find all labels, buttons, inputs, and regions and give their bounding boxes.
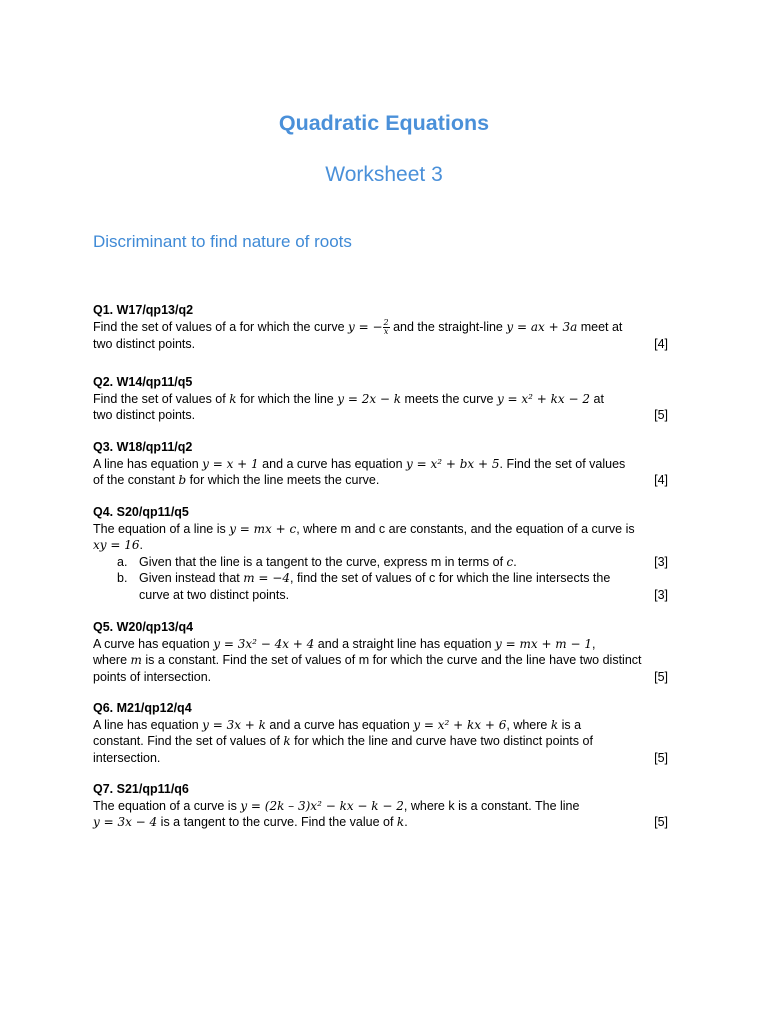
question-text-line: A line has equation y = 3x + k and a curve has equation y = x² + kx + 6, where k is a [93,717,582,732]
question-4 [93,504,668,603]
question-id: Q3. W18/qp11/q2 [93,440,193,454]
question-text-line: Given instead that m = −4, find the set of values of c for which the line intersects the [139,571,611,585]
question-id: Q5. W20/qp13/q4 [93,620,194,634]
question-1 [93,302,668,352]
question-text-line: y = 3x − 4 is a tangent to the curve. Find the value of k. [5] [93,815,668,829]
marks-label: [3] [654,554,668,569]
question-part-b [93,570,668,603]
math-expression: y = mx + m − 1 [495,636,593,651]
question-text-line: points of intersection. [5] [93,669,668,684]
worksheet-title: Quadratic Equations [278,111,490,135]
question-id: Q6. M21/qp12/q4 [93,701,192,715]
math-expression: y = − [348,319,383,334]
question-2 [93,374,668,424]
part-label: a. [117,554,128,569]
math-expression: m = −4 [243,571,290,585]
question-6 [93,700,668,766]
question-3 [93,439,668,489]
question-text-line: curve at two distinct points. [3] [139,587,668,602]
math-expression: y = x² + kx − 2 [496,391,591,406]
question-part-a [93,554,668,571]
question-text-line: The equation of a line is y = mx + c, where m and c are constants, and the equation of a curve is [93,521,635,536]
question-text-line: A line has equation y = x + 1 and a curve has equation y = x² + bx + 5. Find the set of values [93,456,626,471]
question-id: Q7. S21/qp11/q6 [93,782,189,796]
question-text-line: where m is a constant. Find the set of values of m for which the curve and the line have two distinct [93,653,642,667]
math-expression: y = mx + c [229,521,297,536]
math-expression: y = 3x² − 4x + 4 [213,636,315,651]
question-text-line: Given that the line is a tangent to the curve, express m in terms of c. [3] [139,554,668,569]
math-expression: y = x² + kx + 6 [413,717,507,732]
question-text-line: intersection. [5] [93,750,668,765]
math-expression: k [550,717,559,732]
math-expression: y = (2k – 3)x² − kx − k − 2 [240,798,404,813]
marks-label: [5] [654,408,668,422]
math-expression: y = 2x − k [337,391,402,406]
question-text-line: constant. Find the set of values of k for which the line and curve have two distinct points of [93,734,593,748]
math-expression: k [283,734,291,748]
math-expression: k [229,391,237,406]
question-text-line: Find the set of values of k for which the line y = 2x − k meets the curve y = x² + kx − 2 at [93,391,604,406]
fraction: $\frac{2}{x}$ [383,317,389,336]
math-expression: c [506,554,514,569]
question-text-line: two distinct points. [4] [93,336,668,351]
marks-label: [5] [654,815,668,829]
marks-label: [5] [654,669,668,684]
worksheet-subtitle: Worksheet 3 [325,163,443,186]
marks-label: [4] [654,473,668,487]
question-5 [93,619,668,685]
question-text-line: two distinct points. [5] [93,408,668,422]
math-expression: y = x² + bx + 5 [406,456,500,471]
math-expression: y = 3x − 4 [93,815,158,829]
question-text-line: A curve has equation y = 3x² − 4x + 4 and a straight line has equation y = mx + m − 1, [93,636,596,651]
question-id: Q1. W17/qp13/q2 [93,303,194,317]
question-7 [93,781,668,831]
math-expression: xy = 16 [93,538,140,552]
question-text-line: The equation of a curve is y = (2k – 3)x² − kx − k − 2, where k is a constant. The line [93,798,580,813]
question-text-line: Find the set of values of a for which the curve y = − $\frac{2}{x}$ and the straight-line y = ax + 3a meet at [93,317,623,336]
part-label: b. [117,571,128,585]
math-expression: b [178,473,187,487]
math-expression: k [396,815,405,829]
question-id: Q2. W14/qp11/q5 [93,375,193,389]
marks-label: [3] [654,587,668,602]
math-expression: y = ax + 3a [506,319,578,334]
section-heading: Discriminant to find nature of roots [93,232,352,251]
marks-label: [4] [654,336,668,351]
question-text-line: xy = 16. [93,538,143,552]
question-id: Q4. S20/qp11/q5 [93,505,189,519]
math-expression: m [130,653,142,667]
question-text-line: of the constant b for which the line meets the curve. [4] [93,473,668,487]
math-expression: y = 3x + k [202,717,266,732]
marks-label: [5] [654,750,668,765]
math-expression: y = x + 1 [202,456,259,471]
